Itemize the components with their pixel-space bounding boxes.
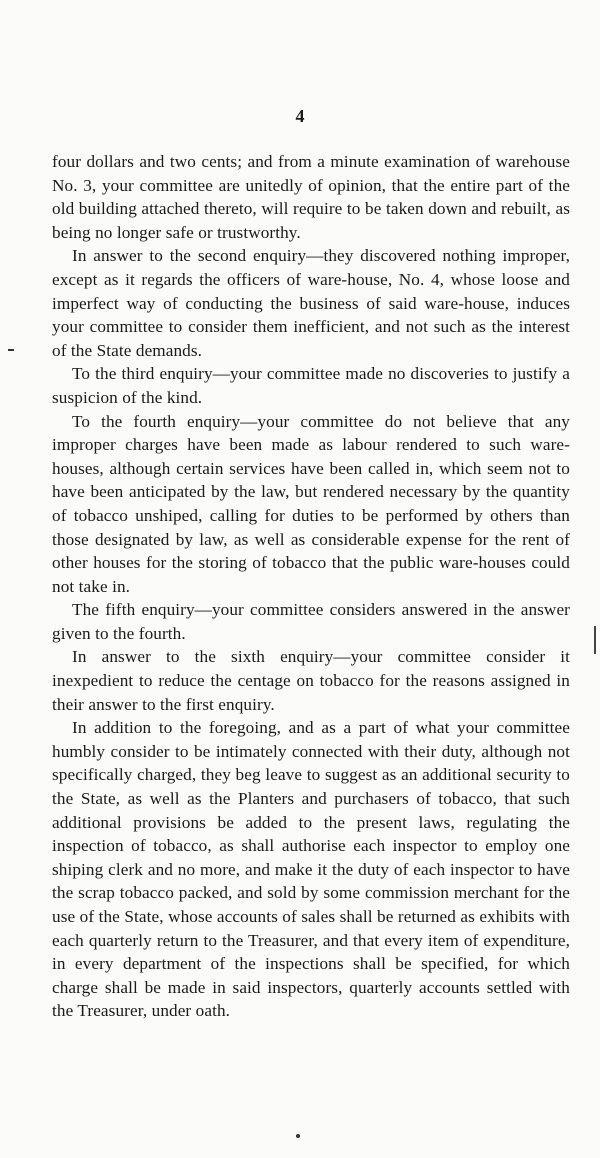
margin-mark-right — [594, 626, 596, 654]
paragraph-fifth-enquiry: The fifth enquiry—your committee considers answered in the answer given to the fourth. — [52, 600, 570, 643]
margin-mark-left — [8, 349, 14, 351]
page-number: 4 — [295, 106, 305, 126]
paragraph-third-enquiry: To the third enquiry—your committee made no discoveries to justify a suspicion of the kind. — [52, 364, 570, 407]
paragraph-second-enquiry: In answer to the second enquiry—they discovered nothing improper, except as it regards the officers of ware-house, No. 4, whose loose and imperfect way of conducting the business of said ware-house, induces your committee to consider them inefficient, and not such as the interest of the State demands. — [52, 246, 570, 360]
document-body — [52, 150, 570, 1023]
paragraph-additional-provisions: In addition to the foregoing, and as a part of what your committee humbly consider to be intimately connected with their duty, although not specifically charged, they beg leave to suggest as an additional security to the State, as well as the Planters and purchasers of tobacco, that such additional provisions be added to the present laws, regulating the inspection of tobacco, as shall authorise each inspector to employ one shiping clerk and no more, and make it the duty of each inspector to have the scrap tobacco packed, and sold by some commission merchant for the use of the State, whose accounts of sales shall be returned as exhibits with each quarterly return to the Treasurer, and that every item of expenditure, in every department of the inspections shall be specified, for which charge shall be made in said inspectors, quarterly accounts settled with the Treasurer, under oath. — [52, 718, 570, 1021]
paragraph-sixth-enquiry: In answer to the sixth enquiry—your committee consider it inexpedient to reduce the centage on tobacco for the reasons assigned in their answer to the first enquiry. — [52, 647, 570, 714]
paragraph-continuation: four dollars and two cents; and from a minute examination of warehouse No. 3, your committee are unitedly of opinion, that the entire part of the old building attached thereto, will require to be taken down and rebuilt, as being no longer safe or trustworthy. — [52, 152, 570, 242]
page-speck — [296, 1134, 300, 1138]
paragraph-fourth-enquiry: To the fourth enquiry—your committee do not believe that any improper charges have been made as labour rendered to such ware-houses, although certain services have been called in, which seem not to have been anticipated by the law, but rendered necessary by the quantity of tobacco unshiped, calling for duties to be performed by others than those designated by law, as well as considerable expense for the rent of other houses for the storing of tobacco that the public ware-houses could not take in. — [52, 411, 570, 596]
